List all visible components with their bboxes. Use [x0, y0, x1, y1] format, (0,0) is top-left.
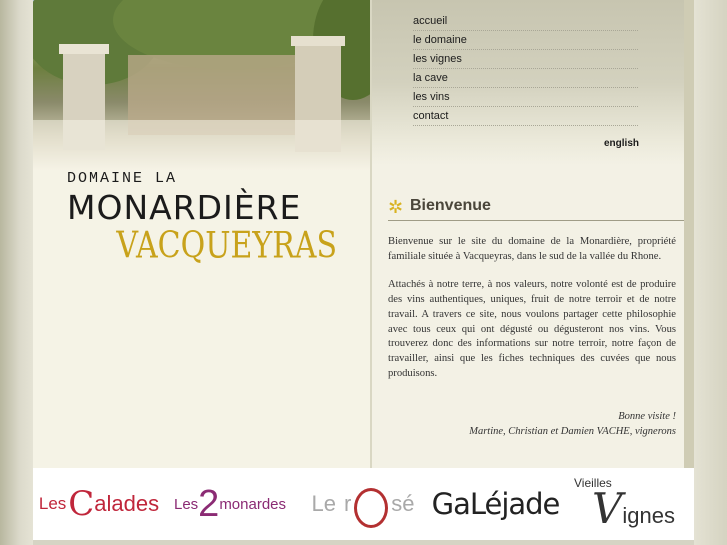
nav-les-vignes[interactable]: les vignes	[413, 50, 638, 69]
nav-le-domaine[interactable]: le domaine	[413, 31, 638, 50]
welcome-paragraph-1: Bienvenue sur le site du domaine de la Monardière, propriété familiale située à Vacqueyras, dans le sud de la vallée du Rhone.	[388, 236, 676, 262]
rose-circle-icon	[354, 488, 388, 528]
rose-se: sé	[391, 491, 415, 516]
welcome-header	[388, 196, 684, 221]
welcome-text	[388, 235, 676, 395]
logo-monardiere: MONARDIÈRE	[67, 188, 302, 227]
column-divider	[370, 0, 372, 468]
wine-link-vieilles-vignes[interactable]	[568, 470, 688, 538]
signature-names: Martine, Christian et Damien VACHE, vignerons	[469, 426, 676, 437]
rose-prefix: Le	[311, 491, 336, 516]
galejade-name: GaLéjade	[431, 487, 560, 521]
nav-accueil[interactable]: accueil	[413, 12, 638, 31]
calades-prefix: Les	[38, 494, 67, 513]
vignes-top: Vieilles	[574, 475, 612, 490]
wine-link-galejade[interactable]	[431, 470, 560, 538]
language-english-link[interactable]: english	[604, 138, 640, 149]
signature	[388, 409, 676, 439]
calades-rest: alades	[94, 491, 160, 516]
wine-link-les-calades[interactable]	[38, 470, 160, 538]
rose-r: r	[343, 491, 352, 516]
welcome-title: Bienvenue	[410, 197, 491, 214]
logo-domaine-la: DOMAINE LA	[67, 170, 178, 187]
star-flower-icon: ✲	[388, 197, 404, 217]
monardes-rest: monardes	[219, 495, 287, 513]
signature-greeting: Bonne visite !	[618, 411, 676, 422]
logo-vacqueyras: VACQUEYRAS	[116, 225, 337, 267]
domain-logo[interactable]	[67, 170, 367, 267]
monardes-number: 2	[198, 482, 220, 525]
left-column	[33, 0, 370, 468]
wine-link-les-2-monardes[interactable]	[170, 470, 290, 538]
vignes-initial: V	[592, 483, 623, 533]
right-edge-strip	[684, 0, 694, 468]
nav-contact[interactable]: contact	[413, 107, 638, 126]
vignes-rest: ignes	[622, 502, 675, 528]
calades-initial: C	[68, 484, 95, 524]
nav-les-vins[interactable]: les vins	[413, 88, 638, 107]
monardes-prefix: Les	[173, 495, 199, 513]
estate-photo	[33, 0, 370, 170]
welcome-paragraph-2: Attachés à notre terre, à nos valeurs, notre volonté est de produire des vins authentiques, uniques, fruit de notre terroir et de notre travail. A travers ce site, nous voulons partager cette philosophie avec tous ceux qui ont dégusté ou dégusteront nos vins. Vous trouverez donc des informations sur notre terroir, notre façon de travailler, ainsi que les fiches techniques des cuvées que nous produisons.	[388, 279, 676, 379]
wine-link-le-rose[interactable]	[303, 470, 423, 538]
nav-la-cave[interactable]: la cave	[413, 69, 638, 88]
main-nav	[413, 12, 638, 126]
bottom-shadow	[33, 540, 694, 545]
vignes-word	[592, 484, 675, 533]
